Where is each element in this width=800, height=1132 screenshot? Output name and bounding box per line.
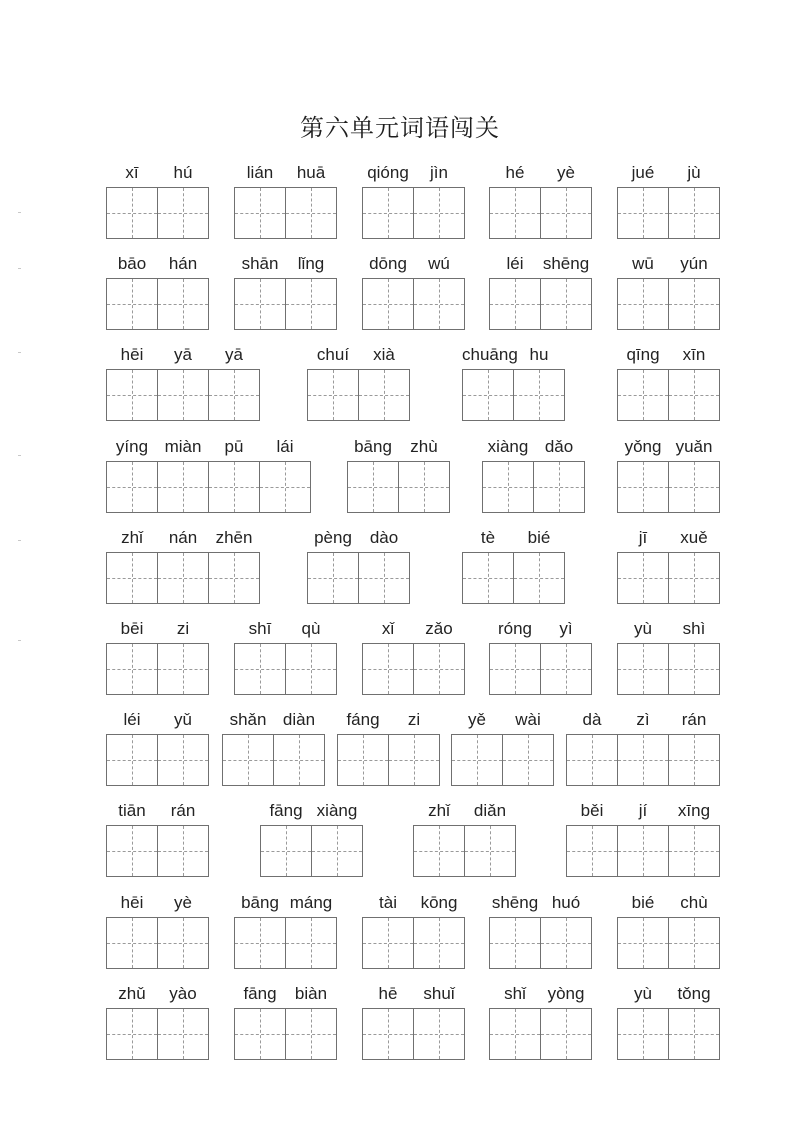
writing-box[interactable] <box>222 734 274 786</box>
pinyin-label: huó <box>551 893 581 912</box>
writing-box[interactable] <box>668 1008 720 1060</box>
writing-box[interactable] <box>668 461 720 513</box>
writing-box[interactable] <box>617 1008 669 1060</box>
writing-box[interactable] <box>668 369 720 421</box>
pinyin-label: jī <box>638 528 648 547</box>
scan-speck <box>18 212 21 213</box>
pinyin-label: fāng <box>269 801 303 820</box>
pinyin-label: dào <box>369 528 399 547</box>
pinyin-label: tiān <box>118 801 146 820</box>
scan-speck <box>18 455 21 456</box>
writing-box[interactable] <box>157 1008 209 1060</box>
pinyin-label: chù <box>680 893 708 912</box>
writing-box[interactable] <box>489 187 541 239</box>
writing-box[interactable] <box>260 825 312 877</box>
writing-box[interactable] <box>234 278 286 330</box>
pinyin-label: bāo <box>117 254 147 273</box>
writing-box[interactable] <box>413 917 465 969</box>
pinyin-label: dà <box>582 710 602 729</box>
writing-box[interactable] <box>668 825 720 877</box>
writing-box[interactable] <box>388 734 440 786</box>
writing-box[interactable] <box>285 187 337 239</box>
writing-box[interactable] <box>106 552 158 604</box>
writing-box[interactable] <box>668 917 720 969</box>
writing-box[interactable] <box>106 278 158 330</box>
pinyin-label: xī <box>125 163 139 182</box>
writing-box[interactable] <box>157 917 209 969</box>
writing-box[interactable] <box>157 643 209 695</box>
writing-box[interactable] <box>489 917 541 969</box>
pinyin-label: tè <box>480 528 496 547</box>
pinyin-label: diàn <box>282 710 316 729</box>
writing-box[interactable] <box>157 369 209 421</box>
writing-box[interactable] <box>106 734 158 786</box>
writing-box[interactable] <box>540 278 592 330</box>
pinyin-label: yě <box>468 710 486 729</box>
writing-box[interactable] <box>273 734 325 786</box>
writing-box[interactable] <box>362 917 414 969</box>
writing-box[interactable] <box>540 187 592 239</box>
pinyin-label: zhǐ <box>428 801 450 820</box>
writing-box[interactable] <box>285 643 337 695</box>
pinyin-label: zhēn <box>215 528 253 547</box>
pinyin-label: yù <box>634 984 652 1003</box>
pinyin-label: shǎn <box>229 710 267 729</box>
writing-box[interactable] <box>157 461 209 513</box>
writing-box[interactable] <box>413 278 465 330</box>
writing-box[interactable] <box>502 734 554 786</box>
writing-box[interactable] <box>106 1008 158 1060</box>
writing-box[interactable] <box>362 278 414 330</box>
writing-box[interactable] <box>540 917 592 969</box>
writing-box[interactable] <box>106 187 158 239</box>
writing-box[interactable] <box>234 1008 286 1060</box>
writing-box[interactable] <box>617 369 669 421</box>
writing-box[interactable] <box>413 1008 465 1060</box>
pinyin-label: dōng <box>369 254 407 273</box>
scan-speck <box>18 540 21 541</box>
pinyin-label: bié <box>631 893 655 912</box>
pinyin-label: chuāng <box>462 345 518 364</box>
pinyin-label: máng <box>289 893 333 912</box>
pinyin-label: yíng <box>115 437 149 456</box>
writing-box[interactable] <box>668 552 720 604</box>
writing-box[interactable] <box>451 734 503 786</box>
pinyin-label: yā <box>174 345 192 364</box>
writing-box[interactable] <box>234 643 286 695</box>
writing-box[interactable] <box>482 461 534 513</box>
pinyin-label: yì <box>559 619 573 638</box>
pinyin-label: fāng <box>243 984 277 1003</box>
pinyin-label: jìn <box>430 163 448 182</box>
pinyin-label: tài <box>379 893 397 912</box>
pinyin-label: yòng <box>547 984 585 1003</box>
writing-box[interactable] <box>617 643 669 695</box>
writing-box[interactable] <box>413 643 465 695</box>
pinyin-label: chuí <box>316 345 350 364</box>
writing-box[interactable] <box>540 1008 592 1060</box>
pinyin-label: xiàng <box>487 437 529 456</box>
pinyin-label: zhù <box>410 437 438 456</box>
pinyin-label: yún <box>680 254 708 273</box>
pinyin-label: wú <box>428 254 450 273</box>
pinyin-label: shī <box>248 619 272 638</box>
writing-box[interactable] <box>106 369 158 421</box>
writing-box[interactable] <box>234 917 286 969</box>
writing-box[interactable] <box>106 643 158 695</box>
writing-box[interactable] <box>106 825 158 877</box>
writing-box[interactable] <box>106 461 158 513</box>
pinyin-label: shuǐ <box>423 984 455 1003</box>
writing-box[interactable] <box>489 278 541 330</box>
pinyin-label: shēng <box>542 254 590 273</box>
writing-box[interactable] <box>617 552 669 604</box>
pinyin-label: léi <box>506 254 524 273</box>
pinyin-label: zi <box>407 710 421 729</box>
scan-speck <box>18 268 21 269</box>
pinyin-label: yè <box>174 893 192 912</box>
scan-speck <box>18 640 21 641</box>
pinyin-label: diǎn <box>473 801 507 820</box>
writing-box[interactable] <box>566 825 618 877</box>
pinyin-label: zhǐ <box>121 528 143 547</box>
pinyin-label: qīng <box>626 345 660 364</box>
pinyin-label: dǎo <box>544 437 574 456</box>
writing-box[interactable] <box>337 734 389 786</box>
pinyin-label: bāng <box>241 893 279 912</box>
writing-box[interactable] <box>157 552 209 604</box>
pinyin-label: běi <box>580 801 604 820</box>
writing-box[interactable] <box>617 461 669 513</box>
pinyin-label: yè <box>557 163 575 182</box>
pinyin-label: shǐ <box>504 984 526 1003</box>
pinyin-label: pū <box>224 437 244 456</box>
writing-box[interactable] <box>157 278 209 330</box>
writing-box[interactable] <box>533 461 585 513</box>
pinyin-label: yā <box>225 345 243 364</box>
writing-box[interactable] <box>398 461 450 513</box>
writing-box[interactable] <box>413 825 465 877</box>
pinyin-label: xīn <box>682 345 706 364</box>
pinyin-label: xīng <box>677 801 711 820</box>
writing-box[interactable] <box>157 187 209 239</box>
pinyin-label: hú <box>173 163 193 182</box>
writing-box[interactable] <box>617 278 669 330</box>
pinyin-label: miàn <box>164 437 202 456</box>
pinyin-label: hēi <box>120 345 144 364</box>
pinyin-label: zì <box>636 710 650 729</box>
pinyin-label: yù <box>634 619 652 638</box>
writing-box[interactable] <box>513 369 565 421</box>
writing-box[interactable] <box>668 278 720 330</box>
pinyin-label: bié <box>527 528 551 547</box>
writing-box[interactable] <box>311 825 363 877</box>
pinyin-label: yào <box>169 984 197 1003</box>
pinyin-label: jù <box>687 163 701 182</box>
pinyin-label: yǔ <box>174 710 192 729</box>
scan-speck <box>18 352 21 353</box>
writing-box[interactable] <box>617 825 669 877</box>
pinyin-label: jué <box>631 163 655 182</box>
pinyin-label: zhǔ <box>118 984 146 1003</box>
writing-box[interactable] <box>362 1008 414 1060</box>
pinyin-label: lǐng <box>297 254 325 273</box>
pinyin-label: wū <box>632 254 654 273</box>
pinyin-label: yuǎn <box>675 437 713 456</box>
pinyin-label: rán <box>170 801 196 820</box>
writing-box[interactable] <box>513 552 565 604</box>
pinyin-label: huā <box>296 163 326 182</box>
pinyin-label: qù <box>301 619 321 638</box>
writing-box[interactable] <box>362 187 414 239</box>
writing-box[interactable] <box>617 187 669 239</box>
pinyin-label: xià <box>373 345 395 364</box>
pinyin-label: biàn <box>294 984 328 1003</box>
page-title: 第六单元词语闯关 <box>300 114 500 142</box>
pinyin-label: shì <box>682 619 706 638</box>
pinyin-label: hé <box>505 163 525 182</box>
writing-box[interactable] <box>259 461 311 513</box>
pinyin-label: bāng <box>354 437 392 456</box>
writing-box[interactable] <box>285 1008 337 1060</box>
writing-box[interactable] <box>208 461 260 513</box>
writing-box[interactable] <box>540 643 592 695</box>
pinyin-label: zǎo <box>425 619 453 638</box>
writing-box[interactable] <box>307 552 359 604</box>
writing-box[interactable] <box>106 917 158 969</box>
pinyin-label: rán <box>681 710 707 729</box>
pinyin-label: lái <box>276 437 294 456</box>
pinyin-label: shēng <box>491 893 539 912</box>
writing-box[interactable] <box>464 825 516 877</box>
writing-box[interactable] <box>307 369 359 421</box>
pinyin-label: tǒng <box>677 984 711 1003</box>
pinyin-label: nán <box>168 528 198 547</box>
pinyin-label: hu <box>529 345 549 364</box>
writing-box[interactable] <box>358 369 410 421</box>
writing-box[interactable] <box>668 734 720 786</box>
writing-box[interactable] <box>668 643 720 695</box>
writing-box[interactable] <box>413 187 465 239</box>
pinyin-label: lián <box>246 163 274 182</box>
writing-box[interactable] <box>208 369 260 421</box>
pinyin-label: wài <box>515 710 541 729</box>
pinyin-label: qióng <box>367 163 409 182</box>
pinyin-label: róng <box>497 619 533 638</box>
pinyin-label: léi <box>123 710 141 729</box>
writing-box[interactable] <box>617 917 669 969</box>
writing-box[interactable] <box>285 278 337 330</box>
pinyin-label: jí <box>638 801 648 820</box>
writing-box[interactable] <box>347 461 399 513</box>
writing-box[interactable] <box>617 734 669 786</box>
writing-box[interactable] <box>358 552 410 604</box>
writing-box[interactable] <box>462 369 514 421</box>
pinyin-label: hēi <box>120 893 144 912</box>
writing-box[interactable] <box>489 1008 541 1060</box>
pinyin-label: shān <box>241 254 279 273</box>
pinyin-label: zi <box>176 619 190 638</box>
pinyin-label: kōng <box>420 893 458 912</box>
writing-box[interactable] <box>566 734 618 786</box>
writing-box[interactable] <box>208 552 260 604</box>
pinyin-label: hē <box>378 984 398 1003</box>
writing-box[interactable] <box>234 187 286 239</box>
pinyin-label: pèng <box>314 528 352 547</box>
writing-box[interactable] <box>157 734 209 786</box>
writing-box[interactable] <box>668 187 720 239</box>
pinyin-label: xiàng <box>316 801 358 820</box>
pinyin-label: fáng <box>346 710 380 729</box>
writing-box[interactable] <box>489 643 541 695</box>
pinyin-label: yǒng <box>624 437 662 456</box>
writing-box[interactable] <box>285 917 337 969</box>
pinyin-label: hán <box>168 254 198 273</box>
writing-box[interactable] <box>462 552 514 604</box>
writing-box[interactable] <box>362 643 414 695</box>
pinyin-label: bēi <box>120 619 144 638</box>
writing-box[interactable] <box>157 825 209 877</box>
pinyin-label: xǐ <box>381 619 395 638</box>
pinyin-label: xuě <box>680 528 708 547</box>
